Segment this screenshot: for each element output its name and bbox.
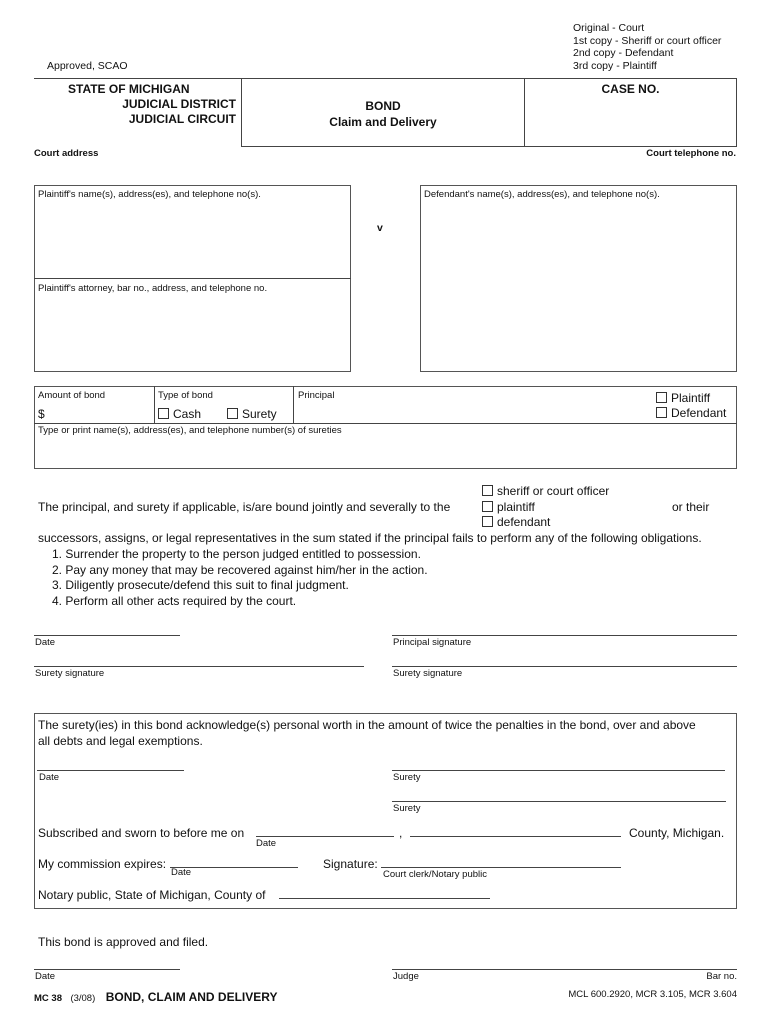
obligation-continuation: successors, assigns, or legal representatives in the sum stated if the principal fails to perform any of the following obligations. (38, 531, 702, 545)
approval-text: This bond is approved and filed. (38, 935, 209, 949)
form-revision: (3/08) (70, 993, 96, 1004)
defendant-label: Defendant's name(s), address(es), and telephone no(s). (424, 189, 660, 200)
principal-signature-line[interactable] (392, 635, 737, 636)
ack-date-label: Date (39, 772, 60, 783)
footer-title: BOND, CLAIM AND DELIVERY (105, 990, 278, 1004)
approval-date-label: Date (35, 971, 56, 982)
subscribed-label: Subscribed and sworn to before me on (38, 826, 245, 840)
obligation-item: 3. Diligently prosecute/defend this suit to final judgment. (52, 578, 349, 593)
principal-signature-label: Principal signature (393, 637, 472, 648)
comma: , (399, 826, 403, 840)
sureties-label: Type or print name(s), address(es), and telephone number(s) of sureties (38, 425, 342, 436)
obligation-item: 1. Surrender the property to the person judged entitled to possession. (52, 547, 421, 561)
county-line[interactable] (410, 836, 621, 837)
court-telephone-label: Court telephone no. (646, 148, 736, 159)
subscribed-date-label: Date (256, 838, 277, 849)
type-of-bond-label: Type of bond (158, 390, 213, 401)
attorney-label: Plaintiff's attorney, bar no., address, and telephone no. (38, 283, 268, 294)
commission-date-label: Date (171, 867, 192, 878)
form-subtitle: Claim and Delivery (329, 115, 437, 129)
form-title: BOND (365, 99, 401, 113)
obligation-list (52, 547, 428, 609)
form-number: MC 38 (34, 993, 62, 1004)
principal-defendant-checkbox[interactable] (656, 407, 667, 418)
notary-county-line[interactable] (279, 898, 490, 899)
distribution-sheriff: 1st copy - Sheriff or court officer (573, 34, 722, 47)
cash-checkbox[interactable] (158, 408, 169, 419)
versus-label: v (377, 222, 383, 234)
court-clerk-label: Court clerk/Notary public (383, 869, 488, 880)
county-michigan-label: County, Michigan. (629, 826, 725, 840)
date-label: Date (35, 637, 56, 648)
commission-label: My commission expires: (38, 857, 167, 871)
footer-form-id (34, 988, 278, 1006)
approved-label: Approved, SCAO (47, 60, 128, 72)
distribution-original: Original - Court (573, 22, 645, 34)
obligee-defendant-option[interactable]: defendant (482, 515, 609, 531)
judge-line[interactable] (392, 969, 737, 970)
ack-surety1-line[interactable] (392, 770, 725, 771)
surety-checkbox[interactable] (227, 408, 238, 419)
surety-option[interactable]: Surety (227, 407, 277, 421)
ack-date-line[interactable] (37, 770, 184, 771)
surety-signature-line-left[interactable] (34, 666, 364, 667)
or-their-label: or their (672, 500, 710, 514)
judicial-district: JUDICIAL DISTRICT (122, 97, 236, 111)
cash-option[interactable]: Cash (158, 407, 201, 421)
notary-county-label: Notary public, State of Michigan, County of (38, 888, 266, 902)
currency-symbol: $ (38, 407, 45, 421)
surety-signature-label-left: Surety signature (35, 668, 105, 679)
obligation-item: 2. Pay any money that may be recovered against him/her in the action. (52, 562, 428, 577)
judge-label: Judge (393, 971, 419, 982)
surety-signature-line-right[interactable] (392, 666, 737, 667)
principal-plaintiff-checkbox[interactable] (656, 392, 667, 403)
court-address-label: Court address (34, 148, 99, 159)
amount-label: Amount of bond (38, 390, 106, 401)
state-heading: STATE OF MICHIGAN (68, 82, 190, 96)
judicial-circuit: JUDICIAL CIRCUIT (128, 112, 236, 126)
signature-label: Signature: (323, 857, 378, 871)
ack-surety1-label: Surety (393, 772, 421, 783)
distribution-defendant: 2nd copy - Defendant (573, 47, 674, 59)
obligee-sheriff-option[interactable]: sheriff or court officer (482, 484, 609, 500)
subscribed-date-line[interactable] (256, 836, 394, 837)
bar-no-label: Bar no. (706, 971, 737, 982)
case-number-label: CASE NO. (601, 82, 660, 96)
acknowledgment-text: The surety(ies) in this bond acknowledge(s) personal worth in the amount of twice the penalties in the bond, over and above all debts and legal exemptions. (38, 718, 696, 748)
plaintiff-checkbox[interactable] (482, 501, 493, 512)
distribution-plaintiff: 3rd copy - Plaintiff (573, 59, 657, 72)
obligation-intro: The principal, and surety if applicable, is/are bound jointly and severally to the (38, 500, 451, 514)
approval-date-line[interactable] (34, 969, 180, 970)
amount-field[interactable] (38, 407, 45, 421)
obligee-options (482, 484, 609, 531)
principal-label: Principal (298, 390, 335, 401)
obligation-item: 4. Perform all other acts required by the court. (52, 593, 297, 608)
distribution-list (573, 22, 721, 72)
ack-surety2-line[interactable] (392, 801, 726, 802)
obligee-plaintiff-option[interactable]: plaintiff (482, 500, 609, 516)
footer-citation: MCL 600.2920, MCR 3.105, MCR 3.604 (568, 989, 737, 1000)
principal-defendant-option[interactable]: Defendant (656, 406, 726, 420)
principal-plaintiff-option[interactable]: Plaintiff (656, 391, 710, 405)
surety-signature-label-right: Surety signature (393, 668, 463, 679)
notary-signature-line[interactable] (381, 867, 621, 868)
defendant-checkbox[interactable] (482, 516, 493, 527)
plaintiff-label: Plaintiff's name(s), address(es), and telephone no(s). (38, 189, 261, 200)
date-line[interactable] (34, 635, 180, 636)
defendant-box[interactable] (420, 185, 737, 372)
ack-surety2-label: Surety (393, 803, 421, 814)
sheriff-checkbox[interactable] (482, 485, 493, 496)
